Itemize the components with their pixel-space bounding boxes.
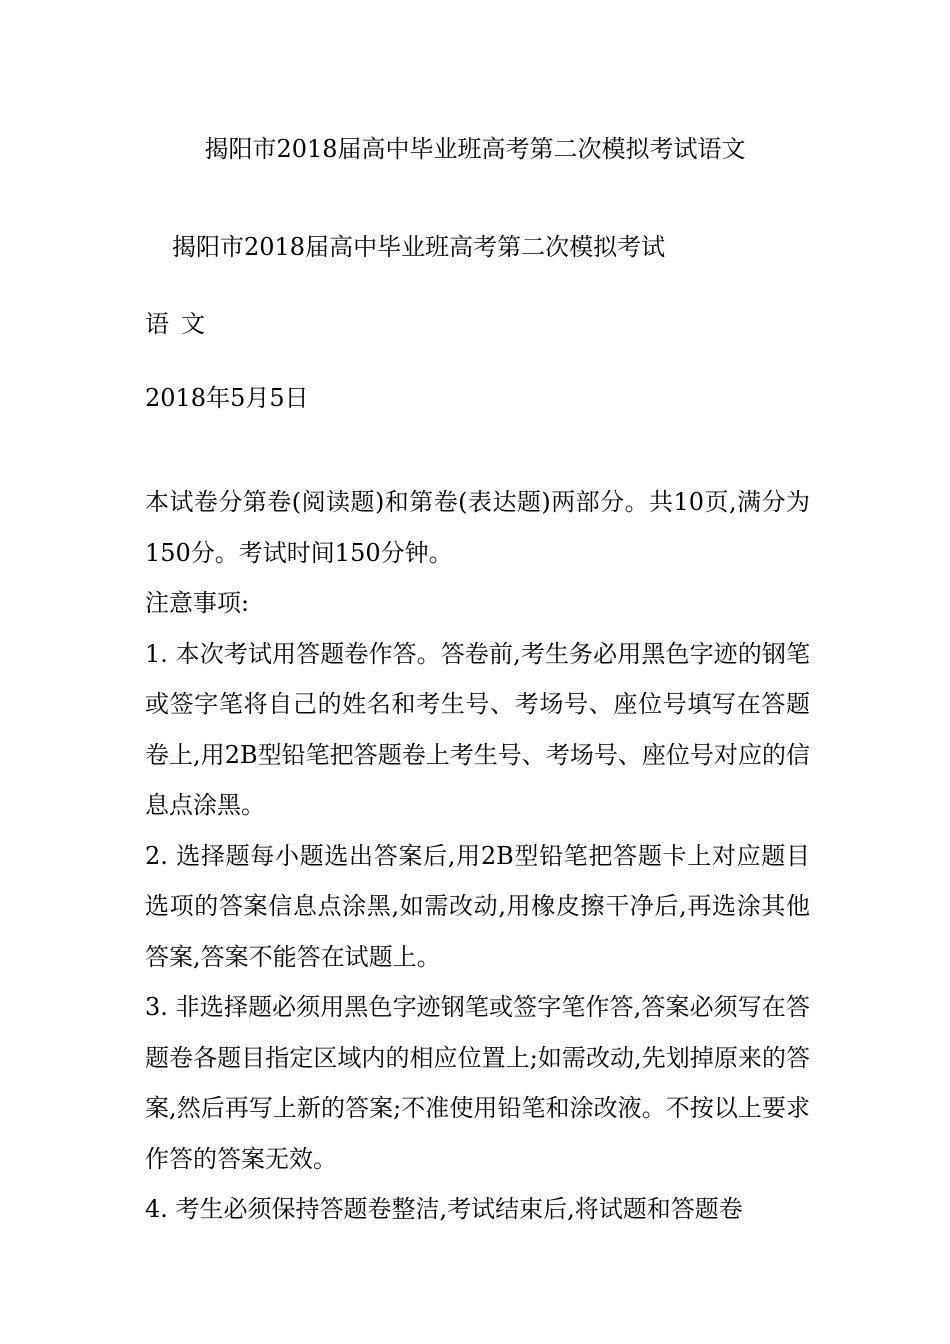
document-heading: 揭阳市2018届高中毕业班高考第二次模拟考试语文: [204, 135, 746, 163]
subject-label: 语文: [145, 310, 217, 338]
exam-title: 揭阳市2018届高中毕业班高考第二次模拟考试: [172, 233, 666, 261]
note-item-2: 2. 选择题每小题选出答案后,用2B型铅笔把答题卡上对应题目选项的答案信息点涂黑,如需改动,用橡皮擦干净后,再选涂其他答案,答案不能答在试题上。: [145, 841, 810, 971]
instructions-body: [145, 477, 810, 1235]
note-item-4: 4. 考生必须保持答题卷整洁,考试结束后,将试题和答题卷: [145, 1195, 743, 1223]
notes-heading: 注意事项:: [145, 589, 250, 617]
exam-date: 2018年5月5日: [145, 384, 309, 412]
intro-paragraph: 本试卷分第卷(阅读题)和第卷(表达题)两部分。共10页,满分为150分。考试时间150分钟。: [145, 488, 810, 567]
note-item-1: 1. 本次考试用答题卷作答。答卷前,考生务必用黑色字迹的钢笔或签字笔将自己的姓名和考生号、考场号、座位号填写在答题卷上,用2B型铅笔把答题卷上考生号、考场号、座位号对应的信息点涂黑。: [145, 639, 810, 819]
note-item-3: 3. 非选择题必须用黑色字迹钢笔或签字笔作答,答案必须写在答题卷各题目指定区域内的相应位置上;如需改动,先划掉原来的答案,然后再写上新的答案;不准使用铅笔和涂改液。不按以上要求作答的答案无效。: [145, 993, 810, 1173]
